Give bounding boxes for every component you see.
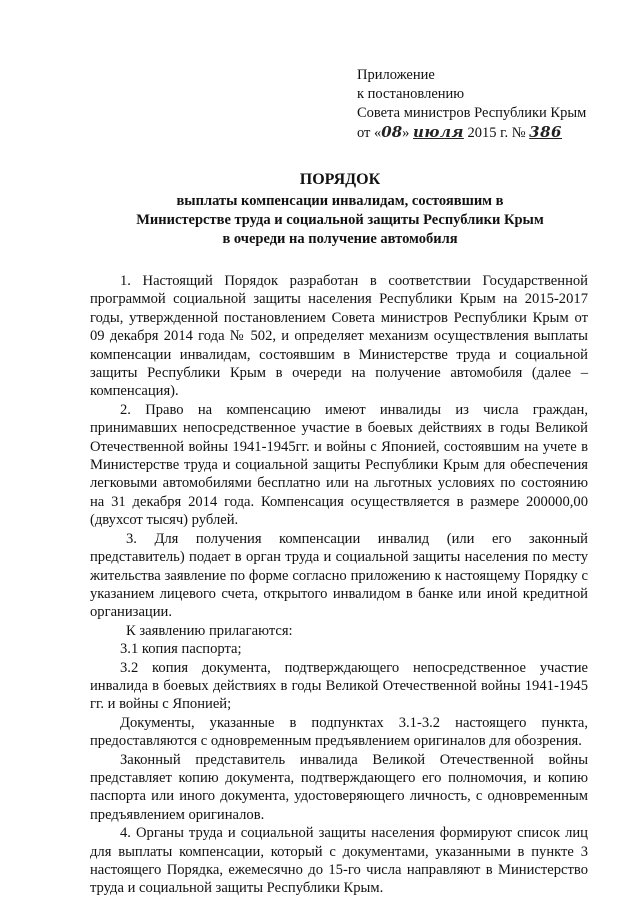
appendix-line-1: Приложение	[357, 67, 435, 83]
paragraph-3-2: 3.2 копия документа, подтверждающего непосредственное участие инвалида в боевых действиях в годы Великой Отечественной войны 1941-1945 гг. и войны с Японией;	[90, 659, 588, 713]
appendix-block	[357, 66, 586, 143]
appendix-line-3: Совета министров Республики Крым	[357, 105, 587, 121]
date-mid: »	[402, 125, 410, 141]
paragraph-3: 3. Для получения компенсации инвалид (или его законный представитель) подает в орган труда и социальной защиты населения по месту жительства заявление по форме согласно приложению к настоящему Порядку с указанием лицевого счета, открытого инвалидом в банке или иной кредитной организации.	[90, 530, 588, 621]
handwritten-month: июля	[413, 123, 464, 141]
date-prefix: от «	[357, 125, 382, 141]
appendix-line-2: к постановлению	[357, 86, 465, 102]
title-subtitle-2: Министерстве труда и социальной защиты Республики Крым	[136, 212, 544, 228]
handwritten-number: 386	[529, 123, 562, 141]
paragraph-4: 4. Органы труда и социальной защиты населения формируют список лиц для выплаты компенсации, который с документами, указанными в пункте 3 настоящего Порядка, ежемесячно до 15-го числа направляют в Министерство труда и социальной защиты Республики Крым.	[90, 825, 588, 897]
appendix-date-line	[357, 123, 586, 143]
document-body	[90, 272, 588, 898]
paragraph-documents-note: Документы, указанные в подпунктах 3.1-3.2 настоящего пункта, предоставляются с одновременным предъявлением оригиналов для обозрения.	[90, 714, 588, 750]
date-year: 2015 г. №	[467, 125, 526, 141]
document-title	[90, 170, 590, 249]
paragraph-1: 1. Настоящий Порядок разработан в соответствии Государственной программой социальной защиты населения Республики Крым на 2015-2017 годы, утвержденной постановлением Совета министров Республики Крым от 09 декабря 2014 года № 502, и определяет механизм осуществления выплаты компенсации инвалидам, состоявшим в Министерстве труда и социальной защиты Республики Крым в очереди на получение автомобиля (далее – компенсация).	[90, 273, 588, 400]
paragraph-attachments-intro: К заявлению прилагаются:	[126, 622, 293, 639]
handwritten-day: 08	[381, 123, 403, 141]
paragraph-2: 2. Право на компенсацию имеют инвалиды из числа граждан, принимавших непосредственное участие в боевых действиях в годы Великой Отечественной войны 1941-1945гг. и войны с Японией, состоявшим на учете в Министерстве труда и социальной защиты Республики Крым для обеспечения легковыми автомобилями бесплатно или на льготных условиях по состоянию на 31 декабря 2014 года. Компенсация осуществляется в размере 200000,00 (двухсот тысяч) рублей.	[90, 401, 588, 529]
title-heading: ПОРЯДОК	[299, 171, 381, 188]
title-subtitle-3: в очереди на получение автомобиля	[222, 231, 458, 247]
paragraph-representative: Законный представитель инвалида Великой Отечественной войны представляет копию документа, подтверждающего его полномочия, и копию паспорта или иного документа, удостоверяющего личность, с одновременным предъявлением оригиналов.	[90, 751, 588, 823]
paragraph-3-1: 3.1 копия паспорта;	[120, 641, 242, 658]
title-subtitle-1: выплаты компенсации инвалидам, состоявшим в	[176, 193, 504, 209]
